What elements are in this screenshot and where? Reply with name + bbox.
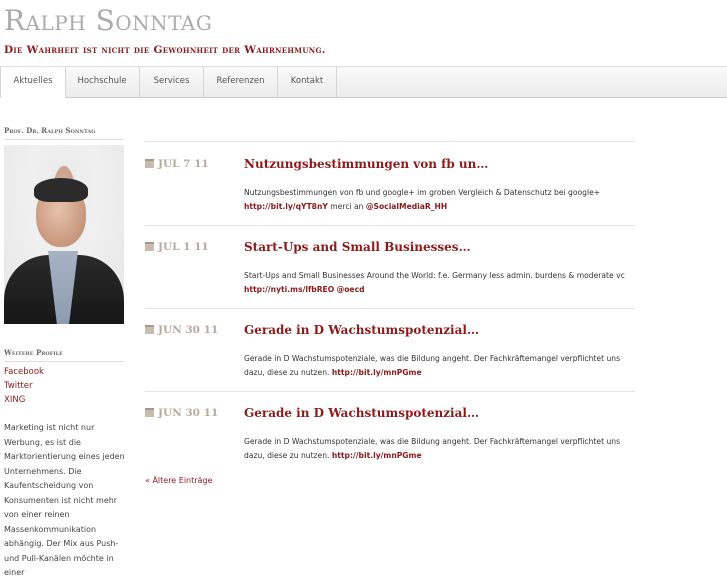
profile-link-facebook[interactable]: Facebook	[4, 367, 44, 377]
nav-item-referenzen[interactable]: Referenzen	[204, 67, 278, 97]
divider	[145, 225, 635, 226]
post-date: JUN 30 11	[145, 324, 218, 336]
profile-link-twitter[interactable]: Twitter	[4, 381, 33, 391]
profile-link-xing[interactable]: XING	[4, 395, 26, 405]
post-date: JUL 7 11	[145, 158, 209, 170]
post-date: JUN 30 11	[145, 407, 218, 419]
sidebar-profile-heading: Prof. Dr. Ralph Sonntag	[4, 126, 124, 140]
post-title-link[interactable]: Gerade in D Wachstumspotenzial…	[244, 406, 479, 420]
profile-photo	[4, 145, 124, 324]
post-excerpt: Nutzungsbestimmungen von fb und google+ im groben Vergleich & Datenschutz bei google+ http://bit.ly/qYT8nY merci an @SocialMediaR_HH	[244, 188, 601, 211]
post-title-link[interactable]: Start-Ups and Small Businesses…	[244, 240, 471, 254]
calendar-icon	[145, 325, 154, 334]
site-title[interactable]: Ralph Sonntag	[4, 4, 213, 37]
post-excerpt: Gerade in D Wachstumspotenziale, was die Bildung angeht. Der Fachkräftemangel verpflichtet uns dazu, diese zu nutzen. http://bit.ly/mnPGme	[244, 354, 621, 377]
post-excerpt: Gerade in D Wachstumspotenziale, was die Bildung angeht. Der Fachkräftemangel verpflichtet uns dazu, diese zu nutzen. http://bit.ly/mnPGme	[244, 437, 621, 460]
divider	[145, 391, 635, 392]
divider	[145, 141, 635, 142]
post-url-link[interactable]: http://bit.ly/mnPGme	[331, 368, 422, 377]
post-url-link[interactable]: http://nyti.ms/lfbREO	[244, 285, 335, 294]
post-excerpt: Start-Ups and Small Businesses Around the World: f.e. Germany less admin. burdens & moderate vc http://nyti.ms/lfbREO @oecd	[244, 271, 625, 294]
post-url-link[interactable]: http://bit.ly/mnPGme	[331, 451, 422, 460]
divider	[145, 308, 635, 309]
post-title-link[interactable]: Gerade in D Wachstumspotenzial…	[244, 323, 479, 337]
site-tagline: Die Wahrheit ist nicht die Gewohnheit der Wahrnehmung.	[4, 44, 326, 56]
sidebar-about-text: Marketing ist nicht nur Werbung, es ist die Marktorientierung eines jeden Unternehmens. Die Kaufentscheidung von Konsumenten ist nicht mehr von einer reinen Massenkommunikation abhängig. Der Mix aus Push- und Pull-Kanälen möchte in einer	[4, 423, 125, 577]
sidebar-profiles-heading: Weitere Profile	[4, 348, 124, 362]
calendar-icon	[145, 159, 154, 168]
nav-item-services[interactable]: Services	[140, 67, 204, 97]
main-navigation	[0, 66, 727, 98]
nav-item-aktuelles[interactable]: Aktuelles	[0, 67, 66, 98]
older-entries-link[interactable]: « Ältere Einträge	[145, 476, 213, 485]
post-mention-link[interactable]: @oecd	[336, 285, 365, 294]
calendar-icon	[145, 242, 154, 251]
post-url-link[interactable]: http://bit.ly/qYT8nY	[244, 202, 328, 211]
calendar-icon	[145, 408, 154, 417]
nav-item-kontakt[interactable]: Kontakt	[278, 67, 337, 97]
post-mention-link[interactable]: @SocialMediaR_HH	[365, 202, 448, 211]
post-title-link[interactable]: Nutzungsbestimmungen von fb un…	[244, 157, 489, 171]
post-date: JUL 1 11	[145, 241, 209, 253]
nav-item-hochschule[interactable]: Hochschule	[65, 67, 140, 97]
